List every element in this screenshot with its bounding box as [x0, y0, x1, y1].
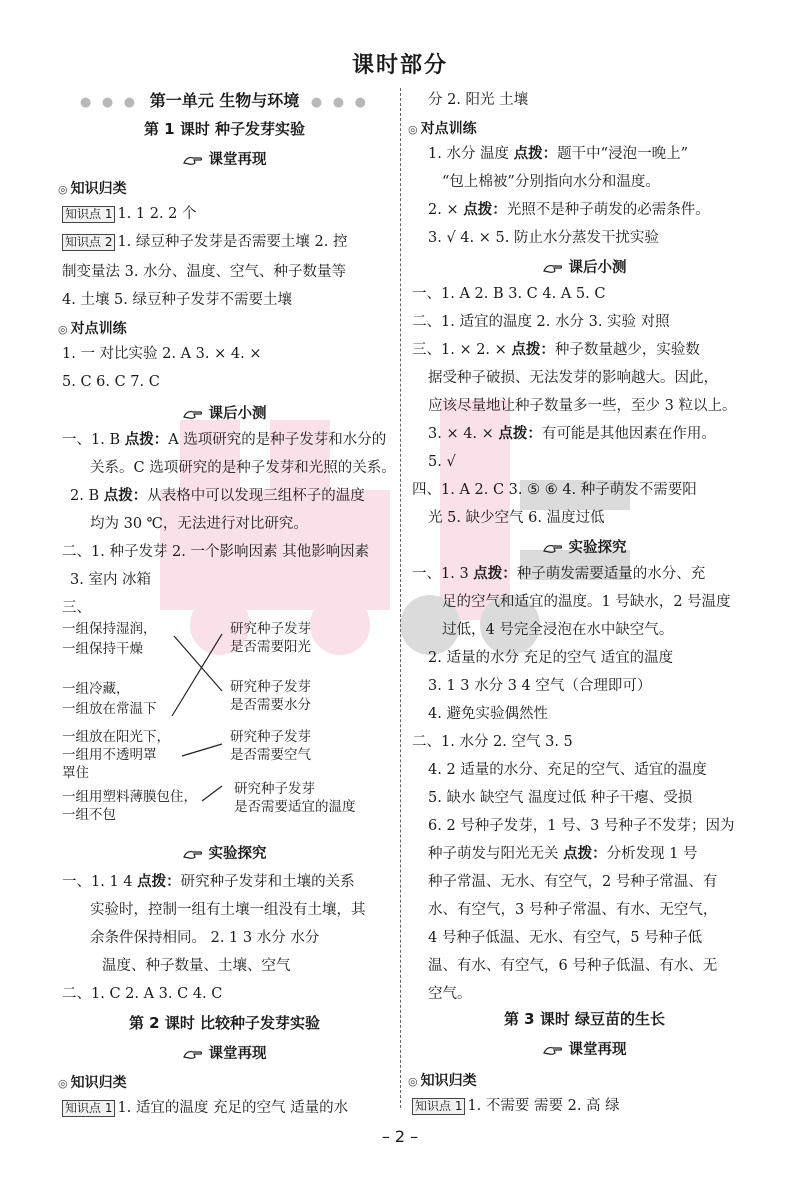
page-title: 课时部分 [351, 53, 448, 78]
kp2-tag: 知识点 2 [62, 234, 115, 251]
r-sy-l7: 二、1. 水分 2. 空气 3. 5 [412, 734, 573, 750]
r-sub-zhishi-label: 知识归类 [420, 1073, 477, 1089]
sy-l3: 余条件保持相同。 2. 1 3 水分 水分 [90, 930, 320, 946]
column-divider [400, 88, 401, 1108]
pointing-hand-icon [543, 262, 563, 274]
r-kh-l6 [428, 424, 716, 444]
r-sy-l16: 空气。 [428, 986, 472, 1002]
match-line [174, 636, 222, 691]
match-line [172, 634, 222, 716]
match-line [202, 786, 222, 801]
page-number: – 2 – [381, 1127, 419, 1146]
sy-l1-a: 一、1. 1 4 [62, 874, 138, 890]
r-sy-l11-a: 种子萌发与阳光无关 [428, 846, 564, 862]
section-shiyan-label: 实验探究 [208, 846, 267, 862]
kh-l1-a: 一、1. B [62, 432, 125, 448]
r-sy-l11 [428, 844, 698, 864]
r-kh-l2: 二、1. 适宜的温度 2. 水分 3. 实验 对照 [412, 314, 670, 330]
section-kehou-label: 课后小测 [208, 406, 267, 422]
lesson2-title: 第 2 课时 比较种子发芽实验 [128, 1014, 321, 1032]
match-left-2: 一组保持干燥 [62, 641, 143, 657]
match-left-1: 一组保持湿润， [62, 621, 157, 637]
r-kh-l3-a: 三、1. × 2. × [412, 342, 512, 358]
r-sy-l8: 4. 2 适量的水分、充足的空气、适宜的温度 [428, 762, 707, 778]
r-dd-l3-a: 2. × [428, 202, 464, 218]
match-left-9: 一组不包 [62, 807, 116, 823]
r-dd-l3 [428, 200, 710, 220]
kh-l5: 二、1. 种子发芽 2. 一个影响因素 其他影响因素 [62, 544, 370, 560]
hint-label: 点拨： [511, 342, 555, 358]
hint-label: 点拨： [103, 488, 148, 504]
match-line [182, 744, 222, 756]
matching-diagram [62, 616, 387, 823]
r-kh-l6-a: 3. × 4. × [428, 426, 499, 442]
hint-label: 点拨： [513, 146, 558, 162]
kp3-text: 1. 适宜的温度 充足的空气 适量的水 [117, 1100, 349, 1116]
match-left-8: 一组用塑料薄膜包住， [62, 789, 197, 805]
sub-zhishi [58, 178, 127, 198]
lesson1-title: 第 1 课时 种子发芽实验 [143, 120, 306, 138]
sub-zhishi-label: 知识归类 [70, 181, 127, 197]
r-dd-l2: “包上棉被”分别指向水分和温度。 [442, 174, 660, 190]
section-shiyan [62, 842, 387, 863]
r-kh-l3 [412, 340, 700, 360]
r-section-ketang-label: 课堂再现 [568, 1042, 627, 1058]
r-section-ketang [412, 1038, 757, 1059]
r-sub-duidian [408, 118, 477, 138]
hint-label: 点拨： [563, 846, 607, 862]
r-dd-l3-c: 光照不是种子萌发的必需条件。 [506, 202, 710, 218]
r-kh-l5: 应该尽量地让种子数量多一些，至少 3 粒以上。 [428, 398, 737, 414]
r-sub-duidian-label: 对点训练 [420, 121, 477, 137]
dots-right: ● ● ● [310, 95, 369, 110]
kh-l6: 3. 室内 冰箱 [70, 572, 152, 588]
r-kh-l7: 5. √ [428, 454, 456, 470]
r-sub-zhishi [408, 1070, 477, 1090]
sy-l1 [62, 872, 355, 892]
match-left-4: 一组放在常温下 [62, 701, 157, 717]
kp1-text: 1. 1 2. 2 个 [117, 206, 197, 222]
kp1-tag: 知识点 1 [62, 206, 115, 223]
r-kh-l8: 四、1. A 2. C 3. ⑤ ⑥ 4. 种子萌发不需要阳 [412, 482, 697, 498]
kp3-line [62, 1098, 348, 1118]
r-sy-l11-c: 分析发现 1 号 [606, 846, 698, 862]
match-right-5: 研究种子发芽 [230, 729, 311, 745]
gear-icon: ◎ [58, 323, 68, 336]
match-left-3: 一组冷藏， [62, 681, 130, 697]
sy-l1-c: 研究种子发芽和土壤的关系 [180, 874, 355, 890]
gear-icon: ◎ [408, 123, 418, 136]
kh-l3 [70, 486, 365, 506]
r-sy-l6: 4. 避免实验偶然性 [428, 706, 548, 722]
gear-icon: ◎ [58, 1077, 68, 1090]
match-left-5: 一组放在阳光下， [62, 729, 170, 745]
r-sy-l4: 2. 适量的水分 充足的空气 适宜的温度 [428, 650, 674, 666]
r-sy-l3: 过低，4 号完全浸泡在水中缺空气。 [442, 622, 674, 638]
r-kp-line [412, 1096, 620, 1116]
r-section-shiyan [412, 536, 757, 557]
r-kp-text: 1. 不需要 需要 2. 高 绿 [467, 1098, 620, 1114]
match-right-4: 是否需要水分 [230, 697, 311, 713]
sub-duidian [58, 318, 127, 338]
dd-l1: 1. 一 对比实验 2. A 3. × 4. × [62, 346, 262, 362]
unit-title: 第一单元 生物与环境 [149, 91, 300, 110]
hint-label: 点拨： [137, 874, 181, 890]
section-ketang2-label: 课堂再现 [208, 1046, 267, 1062]
gear-icon: ◎ [408, 1075, 418, 1088]
pointing-hand-icon [183, 154, 203, 166]
r-section-kehou-label: 课后小测 [568, 260, 627, 276]
sy-l4: 温度、种子数量、土壤、空气 [102, 958, 291, 974]
r-sy-l14: 4 号种子低温、无水、有空气，5 号种子低 [428, 930, 703, 946]
r-sy-l10: 6. 2 号种子发芽，1 号、3 号种子不发芽；因为 [428, 818, 735, 834]
pointing-hand-icon [183, 408, 203, 420]
match-left-7: 罩住 [62, 765, 89, 781]
dots-left: ● ● ● [80, 95, 139, 110]
pointing-hand-icon [543, 542, 563, 554]
r-section-kehou [412, 256, 757, 277]
kp1-line [62, 204, 197, 224]
kp3-tag: 知识点 1 [62, 1100, 115, 1117]
match-right-1: 研究种子发芽 [230, 621, 311, 637]
hint-label: 点拨： [124, 432, 169, 448]
kh-l3-a: 2. B [70, 488, 104, 504]
r-section-shiyan-label: 实验探究 [568, 540, 627, 556]
match-left-6: 一组用不透明罩 [62, 747, 157, 763]
sy-l5: 二、1. C 2. A 3. C 4. C [62, 986, 223, 1002]
dd-l2: 5. C 6. C 7. C [62, 374, 160, 390]
r-dd-l1 [428, 144, 688, 164]
r-kh-l6-c: 有可能是其他因素在作用。 [541, 426, 716, 442]
r-sy-l9: 5. 缺水 缺空气 温度过低 种子干瘪、受损 [428, 790, 693, 806]
kp2-l3: 4. 土壤 5. 绿豆种子发芽不需要土壤 [62, 292, 292, 308]
section-ketang-label: 课堂再现 [208, 152, 267, 168]
lesson3-title: 第 3 课时 绿豆苗的生长 [503, 1010, 666, 1028]
r-kh-l1: 一、1. A 2. B 3. C 4. A 5. C [412, 286, 606, 302]
r-kh-l9: 光 5. 缺少空气 6. 温度过低 [428, 510, 605, 526]
kh-l7: 三、 [62, 600, 91, 616]
unit-title-row [62, 88, 387, 111]
r-dd-l4: 3. √ 4. × 5. 防止水分蒸发干扰实验 [428, 230, 659, 246]
r-sy-l13: 水、有空气，3 号种子常温、有水、无空气， [428, 902, 718, 918]
match-right-7: 研究种子发芽 [234, 781, 315, 797]
pointing-hand-icon [543, 1044, 563, 1056]
r-sy-l5: 3. 1 3 水分 3 4 空气（合理即可） [428, 678, 652, 694]
r-kp-tag: 知识点 1 [412, 1098, 465, 1115]
match-right-2: 是否需要阳光 [230, 639, 311, 655]
kh-l4: 均为 30 ℃，无法进行对比研究。 [90, 516, 308, 532]
pointing-hand-icon [183, 1048, 203, 1060]
kh-l1 [62, 430, 386, 450]
kp2-l2: 制变量法 3. 水分、温度、空气、种子数量等 [62, 264, 347, 280]
sub-duidian-label: 对点训练 [70, 321, 127, 337]
hint-label: 点拨： [473, 566, 517, 582]
match-right-6: 是否需要空气 [230, 747, 311, 763]
kh-l1-c: A 选项研究的是种子发芽和水分的 [168, 432, 387, 448]
r-sy-l15: 温、有水、有空气，6 号种子低温、有水、无 [428, 958, 718, 974]
section-ketang2 [62, 1042, 387, 1063]
section-kehou [62, 402, 387, 423]
sy-l2: 实验时，控制一组有土壤一组没有土壤，其 [90, 902, 366, 918]
r-kh-l3-c: 种子数量越少，实验数 [554, 342, 700, 358]
r-sy-l1-c: 种子萌发需要适量的水分、充 [516, 566, 706, 582]
r-sy-l1 [412, 564, 705, 584]
kh-l3-c: 从表格中可以发现三组杯子的温度 [147, 488, 365, 504]
pointing-hand-icon [183, 848, 203, 860]
hint-label: 点拨： [463, 202, 507, 218]
kp2-l1: 1. 绿豆种子发芽是否需要土壤 2. 控 [117, 234, 348, 250]
r-sy-l12: 种子常温、无水、有空气，2 号种子常温、有 [428, 874, 718, 890]
gear-icon: ◎ [58, 183, 68, 196]
kp2-line [62, 232, 347, 252]
sub-zhishi2-label: 知识归类 [70, 1075, 127, 1091]
r-kh-l4: 据受种子破损、无法发芽的影响越大。因此， [428, 370, 718, 386]
match-right-3: 研究种子发芽 [230, 679, 311, 695]
hint-label: 点拨： [498, 426, 542, 442]
r-l1: 分 2. 阳光 土壤 [428, 92, 529, 108]
sub-zhishi2 [58, 1072, 127, 1092]
r-sy-l1-a: 一、1. 3 [412, 566, 474, 582]
r-dd-l1-a: 1. 水分 温度 [428, 146, 514, 162]
r-dd-l1-c: 题干中“浸泡一晚上” [557, 146, 688, 162]
match-right-8: 是否需要适宜的温度 [234, 799, 356, 815]
kh-l2: 关系。C 选项研究的是种子发芽和光照的关系。 [90, 460, 396, 476]
r-sy-l2: 足的空气和适宜的温度。1 号缺水，2 号温度 [442, 594, 731, 610]
section-ketang [62, 148, 387, 169]
